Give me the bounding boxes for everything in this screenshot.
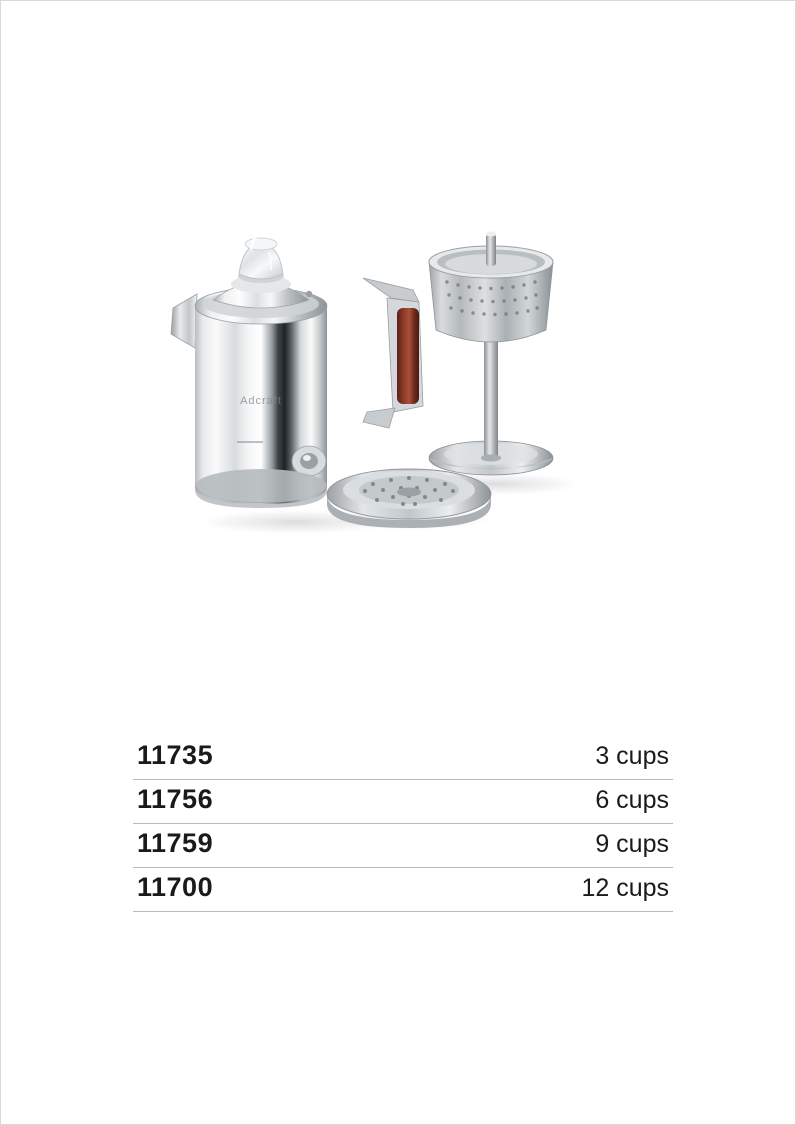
percolator-body <box>171 234 423 508</box>
table-row <box>133 780 673 824</box>
table-row <box>133 868 673 912</box>
item-code: 11759 <box>137 828 214 858</box>
pump-stem-with-base <box>429 333 553 475</box>
perforated-spreader-cover <box>327 469 491 528</box>
wood-grip-handle <box>363 278 423 428</box>
product-image <box>151 216 641 561</box>
gauge-boss <box>292 446 326 476</box>
item-capacity: 3 cups <box>595 742 669 770</box>
item-code: 11756 <box>137 784 214 814</box>
spec-table <box>133 736 673 912</box>
brand-mark: Adcraft <box>240 395 282 407</box>
item-code: 11735 <box>137 740 214 770</box>
item-capacity: 6 cups <box>595 786 669 814</box>
glass-knob-lid <box>238 234 284 283</box>
item-capacity: 12 cups <box>581 874 669 902</box>
perforated-basket <box>429 232 553 343</box>
pour-spout <box>171 294 197 348</box>
item-capacity: 9 cups <box>595 830 669 858</box>
table-row <box>133 824 673 868</box>
item-code: 11700 <box>137 872 214 902</box>
table-row <box>133 736 673 780</box>
